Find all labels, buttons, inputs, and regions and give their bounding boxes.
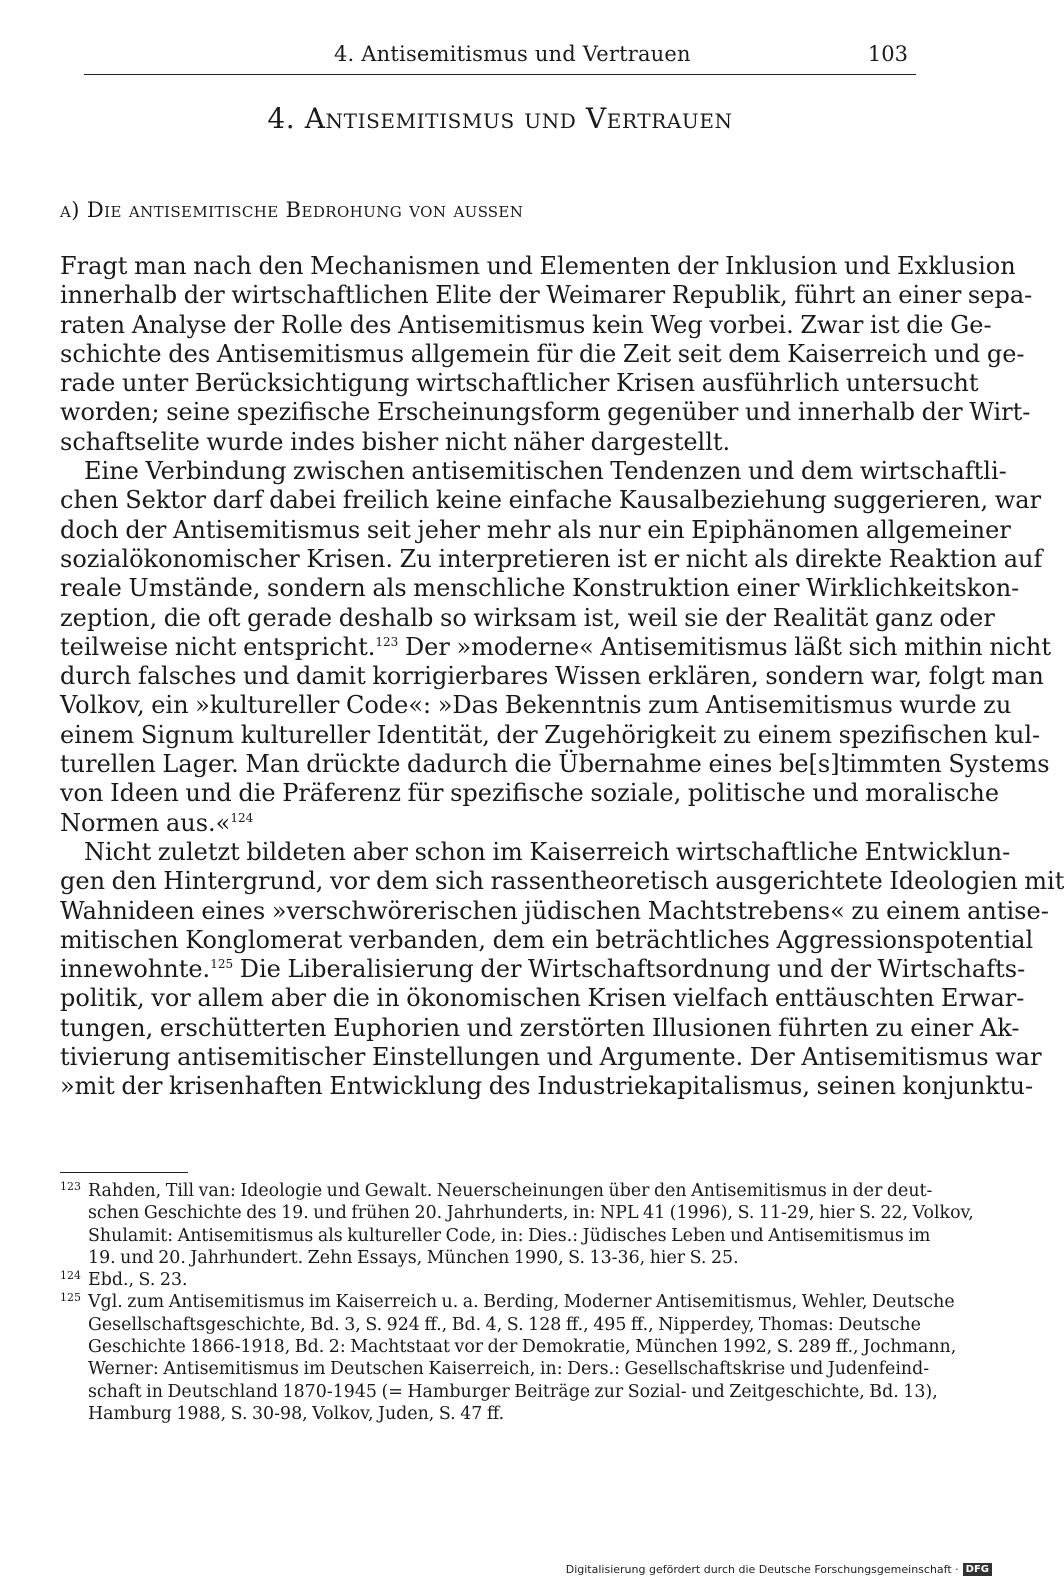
footnote-line: Shulamit: Antisemitismus als kultureller Code, in: Dies.: Jüdisches Leben und Antisemitismus im	[88, 1225, 931, 1246]
footnote-124	[60, 1269, 915, 1291]
footnote-line: schen Geschichte des 19. und frühen 20. Jahrhunderts, in: NPL 41 (1996), S. 11-29, hier S. 22, Volkov,	[88, 1203, 974, 1224]
footnote-text: Vgl. zum Antisemitismus im Kaiserreich u. a. Berding, Moderner Antisemitismus, Wehler, Deutsche	[88, 1292, 955, 1313]
body-line: schichte des Antisemitismus allgemein für die Zeit seit dem Kaiserreich und ge-	[60, 339, 1025, 368]
body-line: rade unter Berücksichtigung wirtschaftlicher Krisen ausführlich untersucht	[60, 369, 979, 398]
body-line: gen den Hintergrund, vor dem sich rassentheoretisch ausgerichtete Ideologien mit	[60, 867, 1064, 896]
body-line: innerhalb der wirtschaftlichen Elite der Weimarer Republik, führt an einer sepa-	[60, 281, 1033, 310]
body-line: reale Umstände, sondern als menschliche Konstruktion einer Wirklichkeitskon-	[60, 574, 1020, 603]
body-line-text: Die Liberalisierung der Wirtschaftsordnung und der Wirtschafts-	[239, 955, 1026, 984]
body-line: doch der Antisemitismus seit jeher mehr als nur ein Epiphänomen allgemeiner	[60, 515, 1011, 544]
digitization-credit	[566, 1563, 992, 1577]
footnote-number: 124	[60, 1269, 81, 1283]
dfg-logo: DFG	[963, 1563, 992, 1576]
section-title: a) Die antisemitische Bedrohung von außen	[60, 198, 524, 222]
footnote-ref-124[interactable]: 124	[230, 810, 254, 825]
body-line: Fragt man nach den Mechanismen und Elementen der Inklusion und Exklusion	[60, 252, 1016, 280]
footnote-number: 125	[60, 1291, 81, 1305]
body-line-text: teilweise nicht entspricht.	[60, 632, 376, 661]
body-line: Volkov, ein »kultureller Code«: »Das Bekenntnis zum Antisemitismus wurde zu	[60, 691, 1012, 720]
body-line: mitischen Konglomerat verbanden, dem ein beträchtliches Aggressionspotential	[60, 925, 1034, 954]
body-line: durch falsches und damit korrigierbares Wissen erklären, sondern war, folgt man	[60, 662, 1044, 691]
footnote-line: Gesellschaftsgeschichte, Bd. 3, S. 924 ff., Bd. 4, S. 128 ff., 495 ff., Nipperdey, Thomas: Deutsche	[88, 1314, 921, 1335]
body-line: einem Signum kultureller Identität, der Zugehörigkeit zu einem spezifischen kul-	[60, 720, 1041, 749]
footnote-number: 123	[60, 1180, 81, 1193]
body-line: tivierung antisemitischer Einstellungen und Argumente. Der Antisemitismus war	[60, 1043, 1042, 1072]
footnote-line: Hamburg 1988, S. 30-98, Volkov, Juden, S. 47 ff.	[88, 1403, 505, 1424]
footnote-line: Geschichte 1866-1918, Bd. 2: Machtstaat vor der Demokratie, München 1992, S. 289 ff., Jochmann,	[88, 1337, 957, 1358]
footnote-ref-123[interactable]: 123	[375, 634, 399, 649]
body-line: »mit der krisenhaften Entwicklung des Industriekapitalismus, seinen konjunktu-	[60, 1072, 1034, 1101]
body-line: Eine Verbindung zwischen antisemitischen Tendenzen und dem wirtschaftli-	[84, 457, 1007, 486]
body-line: Wahnideen eines »verschwörerischen jüdischen Machtstrebens« zu einem antise-	[60, 896, 1049, 925]
running-head-title: 4. Antisemitismus und Vertrauen	[334, 42, 691, 66]
body-line: turellen Lager. Man drückte dadurch die Übernahme eines be[s]timmten Systems	[60, 750, 1050, 779]
body-line	[60, 809, 915, 838]
footnote-text: Rahden, Till van: Ideologie und Gewalt. Neuerscheinungen über den Antisemitismus in der deut-	[88, 1181, 933, 1201]
body-line	[60, 632, 1052, 662]
body-line-text: Der »moderne« Antisemitismus läßt sich mithin nicht	[404, 632, 1052, 661]
footnote-divider	[60, 1172, 188, 1173]
footnote-123	[60, 1180, 933, 1202]
footnote-line: schaft in Deutschland 1870-1945 (= Hamburger Beiträge zur Sozial- und Zeitgeschichte, Bd. 13),	[88, 1381, 938, 1402]
body-line	[60, 955, 1026, 984]
body-line: sozialökonomischer Krisen. Zu interpretieren ist er nicht als direkte Reaktion auf	[60, 544, 1043, 573]
body-line-text: Normen aus.«	[60, 808, 231, 837]
credit-text: Digitalisierung gefördert durch die Deutsche Forschungsgemeinschaft ·	[565, 1562, 959, 1576]
footnote-line: Werner: Antisemitismus im Deutschen Kaiserreich, in: Ders.: Gesellschaftskrise und Judenfeind-	[88, 1359, 930, 1380]
body-line: Nicht zuletzt bildeten aber schon im Kaiserreich wirtschaftliche Entwicklun-	[84, 837, 1011, 866]
page-number: 103	[867, 42, 908, 66]
footnote-text: Ebd., S. 23.	[88, 1270, 188, 1291]
body-line-text: innewohnte.	[60, 955, 211, 984]
body-line: von Ideen und die Präferenz für spezifische soziale, politische und moralische	[60, 779, 1000, 808]
body-line: schaftselite wurde indes bisher nicht näher dargestellt.	[60, 427, 731, 456]
footnote-125	[60, 1291, 955, 1313]
body-line: politik, vor allem aber die in ökonomischen Krisen vielfach enttäuschten Erwar-	[60, 984, 1025, 1013]
body-text	[60, 252, 1064, 1102]
body-line: chen Sektor darf dabei freilich keine einfache Kausalbeziehung suggerieren, war	[60, 486, 1042, 515]
chapter-title: 4. Antisemitismus und Vertrauen	[267, 102, 733, 135]
footnote-line: 19. und 20. Jahrhundert. Zehn Essays, München 1990, S. 13-36, hier S. 25.	[88, 1247, 739, 1268]
body-line: tungen, erschütterten Euphorien und zerstörten Illusionen führten zu einer Ak-	[60, 1013, 1020, 1042]
running-head	[84, 40, 916, 75]
body-line: worden; seine spezifische Erscheinungsform gegenüber und innerhalb der Wirt-	[60, 398, 1031, 427]
footnote-ref-125[interactable]: 125	[210, 957, 234, 972]
footnotes	[60, 1180, 974, 1425]
body-line: zeption, die oft gerade deshalb so wirksam ist, weil sie der Realität ganz oder	[60, 603, 995, 632]
body-line: raten Analyse der Rolle des Antisemitismus kein Weg vorbei. Zwar ist die Ge-	[60, 310, 992, 339]
